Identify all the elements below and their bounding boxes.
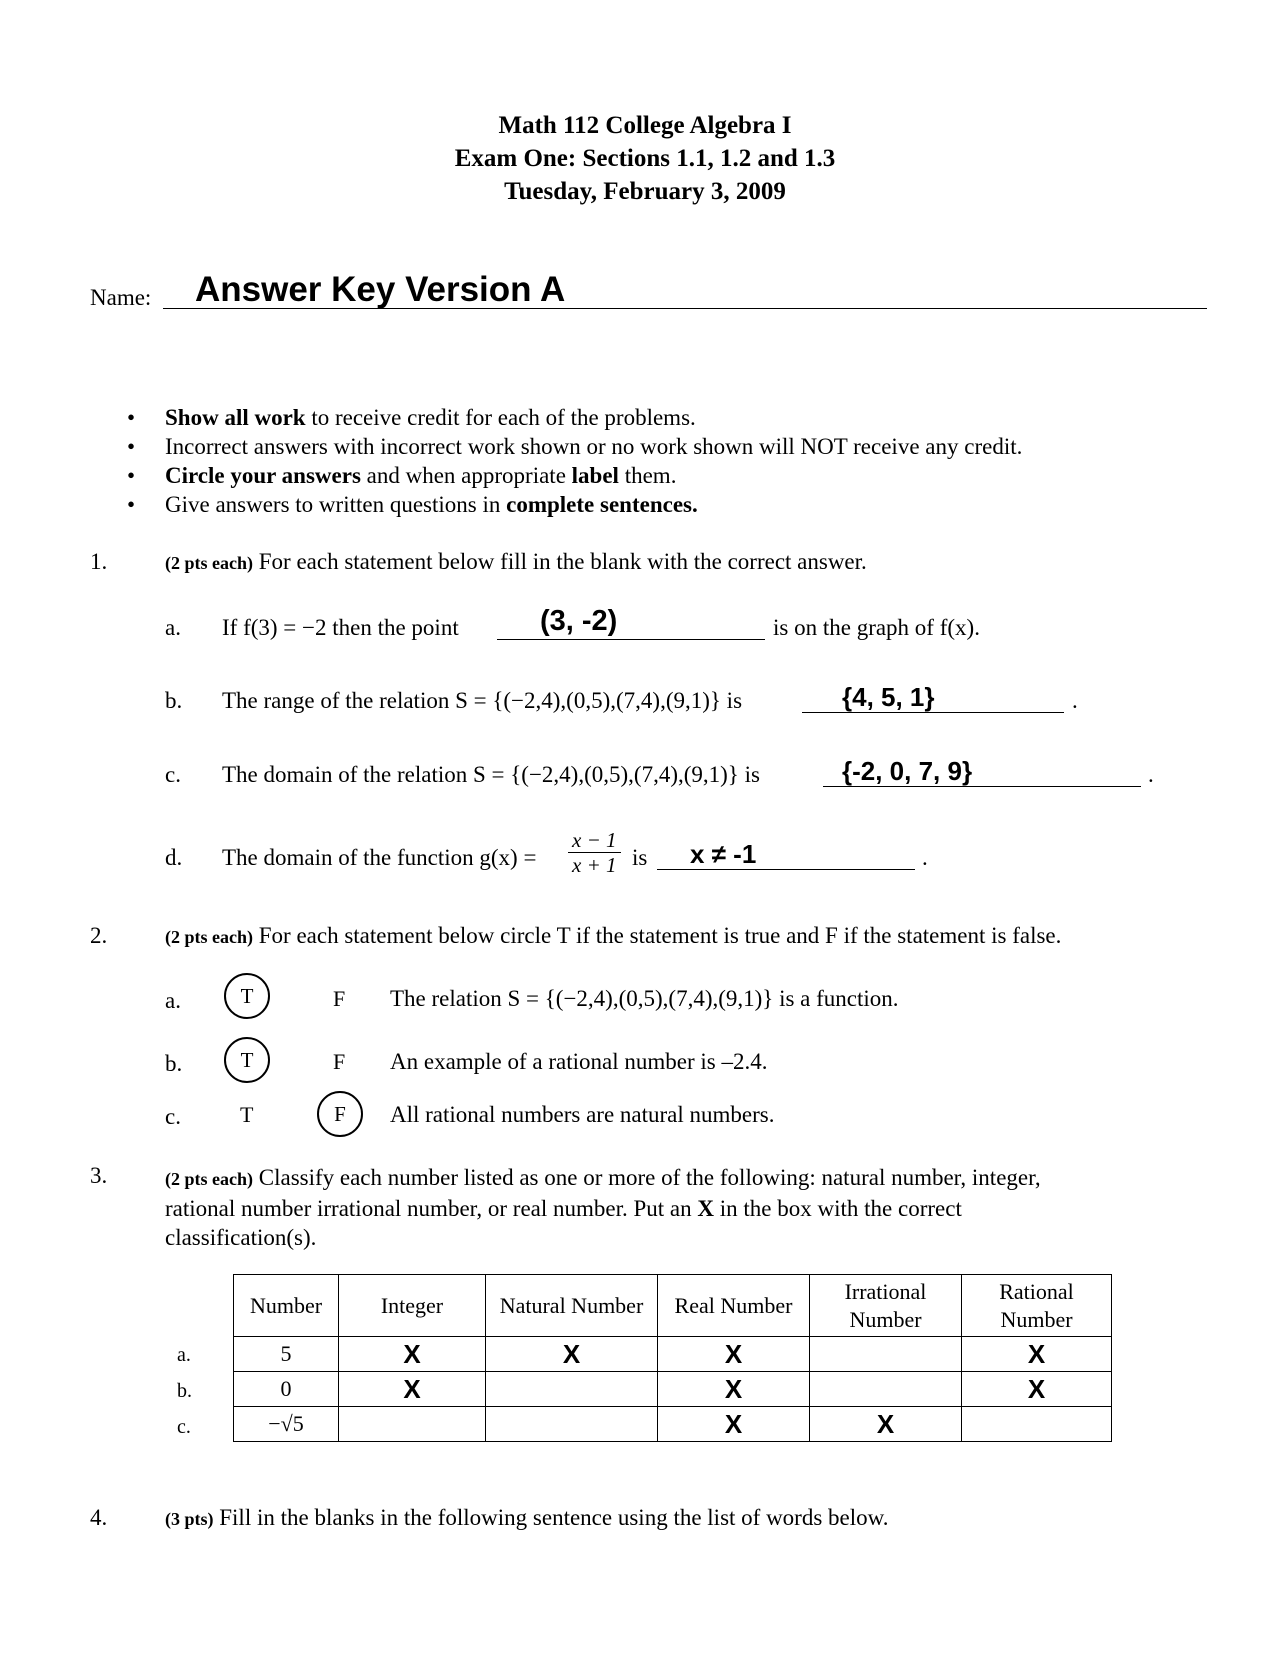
name-label: Name: [90,285,152,310]
table-row [234,1372,1112,1407]
q1b-text: The range of the relation S = {(−2,4),(0,5),(7,4),(9,1)} is [222,688,743,713]
col-header-irrational: Irrational Number [810,1275,962,1337]
cell-number: −√5 [234,1407,339,1442]
q1a-text: If f(3) = −2 then the point [222,615,459,640]
q1c-post: . [1148,762,1154,787]
q1b-post: . [1072,688,1078,713]
col-header-number: Number [234,1275,339,1337]
q3-prompt-line2: rational number irrational number, or real number. Put an X in the box with the correct [165,1196,962,1221]
q3-row-label-c: c. [177,1416,191,1438]
q3-number: 3. [90,1163,108,1188]
instruction-item: • Show all work to receive credit for each of the problems. [118,403,1022,432]
cell-natural [486,1372,658,1407]
instructions-list [118,403,1022,519]
q2a-true-circled: T [224,973,270,1019]
q1-number: 1. [90,549,108,574]
q1d-fraction [568,828,621,877]
instruction-item: • Incorrect answers with incorrect work shown or no work shown will NOT receive any credit. [118,432,1022,461]
cell-rational [962,1407,1112,1442]
q2c-true: T [240,1102,254,1127]
cell-natural: X [486,1337,658,1372]
cell-irrational: X [810,1407,962,1442]
q2-number: 2. [90,923,108,948]
cell-irrational [810,1337,962,1372]
exam-title: Math 112 College Algebra I [498,112,792,139]
q1d-text: The domain of the function g(x) = [222,845,537,870]
cell-integer [339,1407,486,1442]
cell-irrational [810,1372,962,1407]
instruction-item: • Give answers to written questions in complete sentences. [118,490,1022,519]
q1d-post: . [922,845,928,870]
q1a-label: a. [165,615,181,640]
table-header-row [234,1275,1112,1337]
q1c-text: The domain of the relation S = {(−2,4),(0,5),(7,4),(9,1)} is [222,762,760,787]
q1d-label: d. [165,845,183,870]
col-header-integer: Integer [339,1275,486,1337]
q2c-label: c. [165,1104,181,1129]
exam-date: Tuesday, February 3, 2009 [504,178,786,205]
table-row [234,1337,1112,1372]
q1c-answer: {-2, 0, 7, 9} [842,756,973,786]
q3-prompt-line1: (2 pts each) Classify each number listed as one or more of the following: natural number, integer, [165,1165,1041,1190]
cell-integer: X [339,1372,486,1407]
q3-prompt-line3: classification(s). [165,1225,317,1250]
cell-integer: X [339,1337,486,1372]
q2b-false: F [333,1049,346,1074]
q1b-answer: {4, 5, 1} [842,682,935,712]
col-header-natural: Natural Number [486,1275,658,1337]
q1c-label: c. [165,762,181,787]
fraction-numerator: x − 1 [568,828,621,853]
q2a-label: a. [165,988,181,1013]
q1a-answer: (3, -2) [540,605,618,637]
cell-real: X [658,1372,810,1407]
cell-real: X [658,1337,810,1372]
classification-table [233,1274,1112,1442]
cell-natural [486,1407,658,1442]
q2a-false: F [333,986,346,1011]
q3-row-label-b: b. [177,1380,192,1402]
name-value: Answer Key Version A [195,270,566,309]
q1a-post: is on the graph of f(x). [773,615,980,640]
q2c-statement: All rational numbers are natural numbers. [390,1102,775,1127]
q1-prompt: (2 pts each) For each statement below fill in the blank with the correct answer. [165,549,867,574]
q2a-statement: The relation S = {(−2,4),(0,5),(7,4),(9,1)} is a function. [390,986,899,1011]
q2b-label: b. [165,1051,183,1076]
q1d-answer: x ≠ -1 [690,839,757,869]
q2c-false-circled: F [317,1091,363,1137]
table-row [234,1407,1112,1442]
q1b-label: b. [165,688,183,713]
cell-number: 5 [234,1337,339,1372]
instruction-item: • Circle your answers and when appropriate label them. [118,461,1022,490]
q3-prompt [165,1163,1041,1252]
exam-sections: Exam One: Sections 1.1, 1.2 and 1.3 [454,145,836,172]
cell-rational: X [962,1337,1112,1372]
col-header-rational: Rational Number [962,1275,1112,1337]
q4-prompt: (3 pts) Fill in the blanks in the following sentence using the list of words below. [165,1505,889,1530]
col-header-real: Real Number [658,1275,810,1337]
q2b-statement: An example of a rational number is –2.4. [390,1049,768,1074]
q3-row-label-a: a. [177,1344,191,1366]
q4-number: 4. [90,1505,108,1530]
fraction-denominator: x + 1 [572,853,617,877]
cell-number: 0 [234,1372,339,1407]
q1a-blank [497,605,765,640]
q2b-true-circled: T [224,1037,270,1083]
q1d-is: is [632,845,648,870]
q2-prompt: (2 pts each) For each statement below circle T if the statement is true and F if the statement is false. [165,923,1062,948]
cell-rational: X [962,1372,1112,1407]
cell-real: X [658,1407,810,1442]
